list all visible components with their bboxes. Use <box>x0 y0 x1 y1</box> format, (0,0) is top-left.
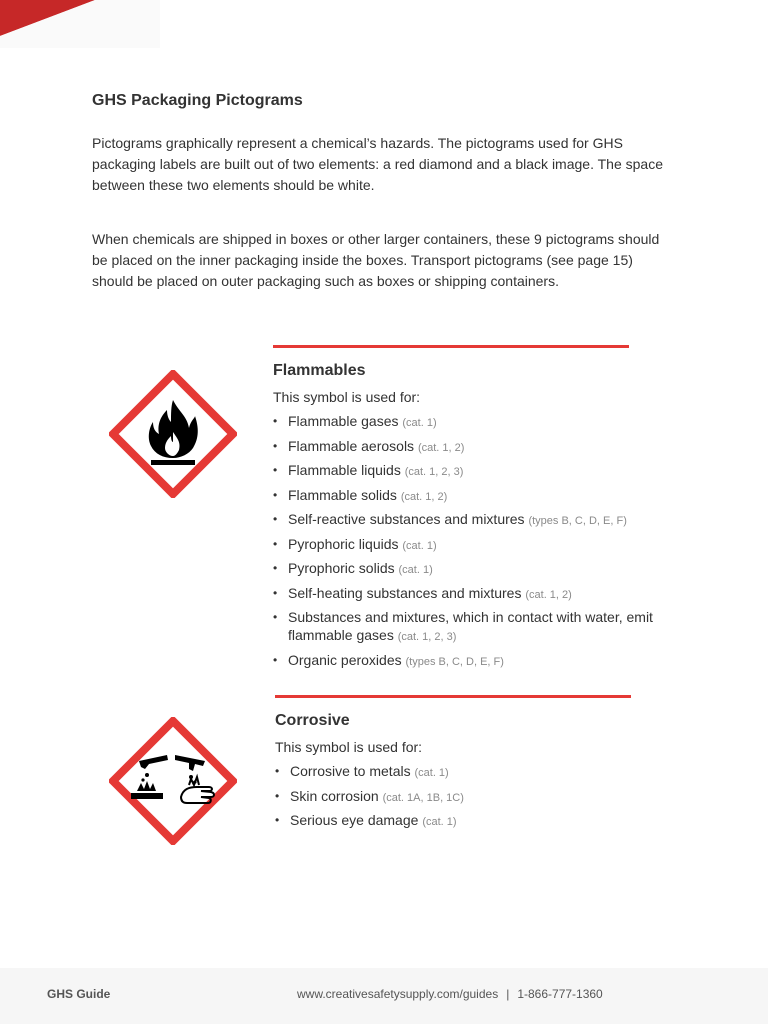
list-item: • Flammable aerosols (cat. 1, 2) <box>273 437 465 454</box>
intro-paragraph: Pictograms graphically represent a chemical’s hazards. The pictograms used for GHS packaging labels are built out of two elements: a red diamond and a black image. The space between these two elements should be white. <box>92 135 663 193</box>
page-title: GHS Packaging Pictograms <box>92 92 303 109</box>
usage-list <box>275 762 675 831</box>
list-item: • Skin corrosion (cat. 1A, 1B, 1C) <box>275 787 464 804</box>
list-item: • Flammable solids (cat. 1, 2) <box>273 486 448 503</box>
footer-url-link[interactable]: www.creativesafetysupply.com/guides <box>297 987 499 1001</box>
corner-decoration-top-left <box>0 0 160 48</box>
used-for-label: This symbol is used for: <box>273 389 421 405</box>
usage-list <box>273 412 673 671</box>
list-item: • Self-heating substances and mixtures (cat. 1, 2) <box>273 584 572 601</box>
list-item: • Flammable liquids (cat. 1, 2, 3) <box>273 462 464 478</box>
footer-separator: | <box>506 987 510 1001</box>
section-divider <box>275 695 631 698</box>
corrosion-pictogram-icon <box>109 717 237 845</box>
section-title: Flammables <box>273 362 366 379</box>
list-item: • Self-reactive substances and mixtures (types B, C, D, E, F) <box>273 511 627 527</box>
footer-guide-name: GHS Guide <box>47 987 111 1001</box>
footer-phone: 1-866-777-1360 <box>517 987 603 1001</box>
used-for-label: This symbol is used for: <box>275 739 423 755</box>
list-item: • Flammable gases (cat. 1) <box>273 413 437 429</box>
flame-pictogram-icon <box>109 370 237 498</box>
page-footer <box>0 968 768 1024</box>
list-item: • Pyrophoric liquids (cat. 1) <box>273 535 437 552</box>
list-item: • Pyrophoric solids (cat. 1) <box>273 560 433 576</box>
list-item: • Corrosive to metals (cat. 1) <box>275 763 449 779</box>
list-item: • Substances and mixtures, which in contact with water, emit flammable gases (cat. 1, 2, 3) <box>273 609 653 643</box>
section-title: Corrosive <box>275 712 350 729</box>
list-item: • Serious eye damage (cat. 1) <box>275 812 457 828</box>
shipping-paragraph: When chemicals are shipped in boxes or other larger containers, these 9 pictograms should be placed on the inner packaging inside the boxes. Transport pictograms (see page 15) should be placed on outer packaging such as boxes or shipping containers. <box>92 231 660 289</box>
section-divider <box>273 345 629 348</box>
footer-contact <box>297 987 603 1001</box>
list-item: • Organic peroxides (types B, C, D, E, F) <box>273 651 504 668</box>
